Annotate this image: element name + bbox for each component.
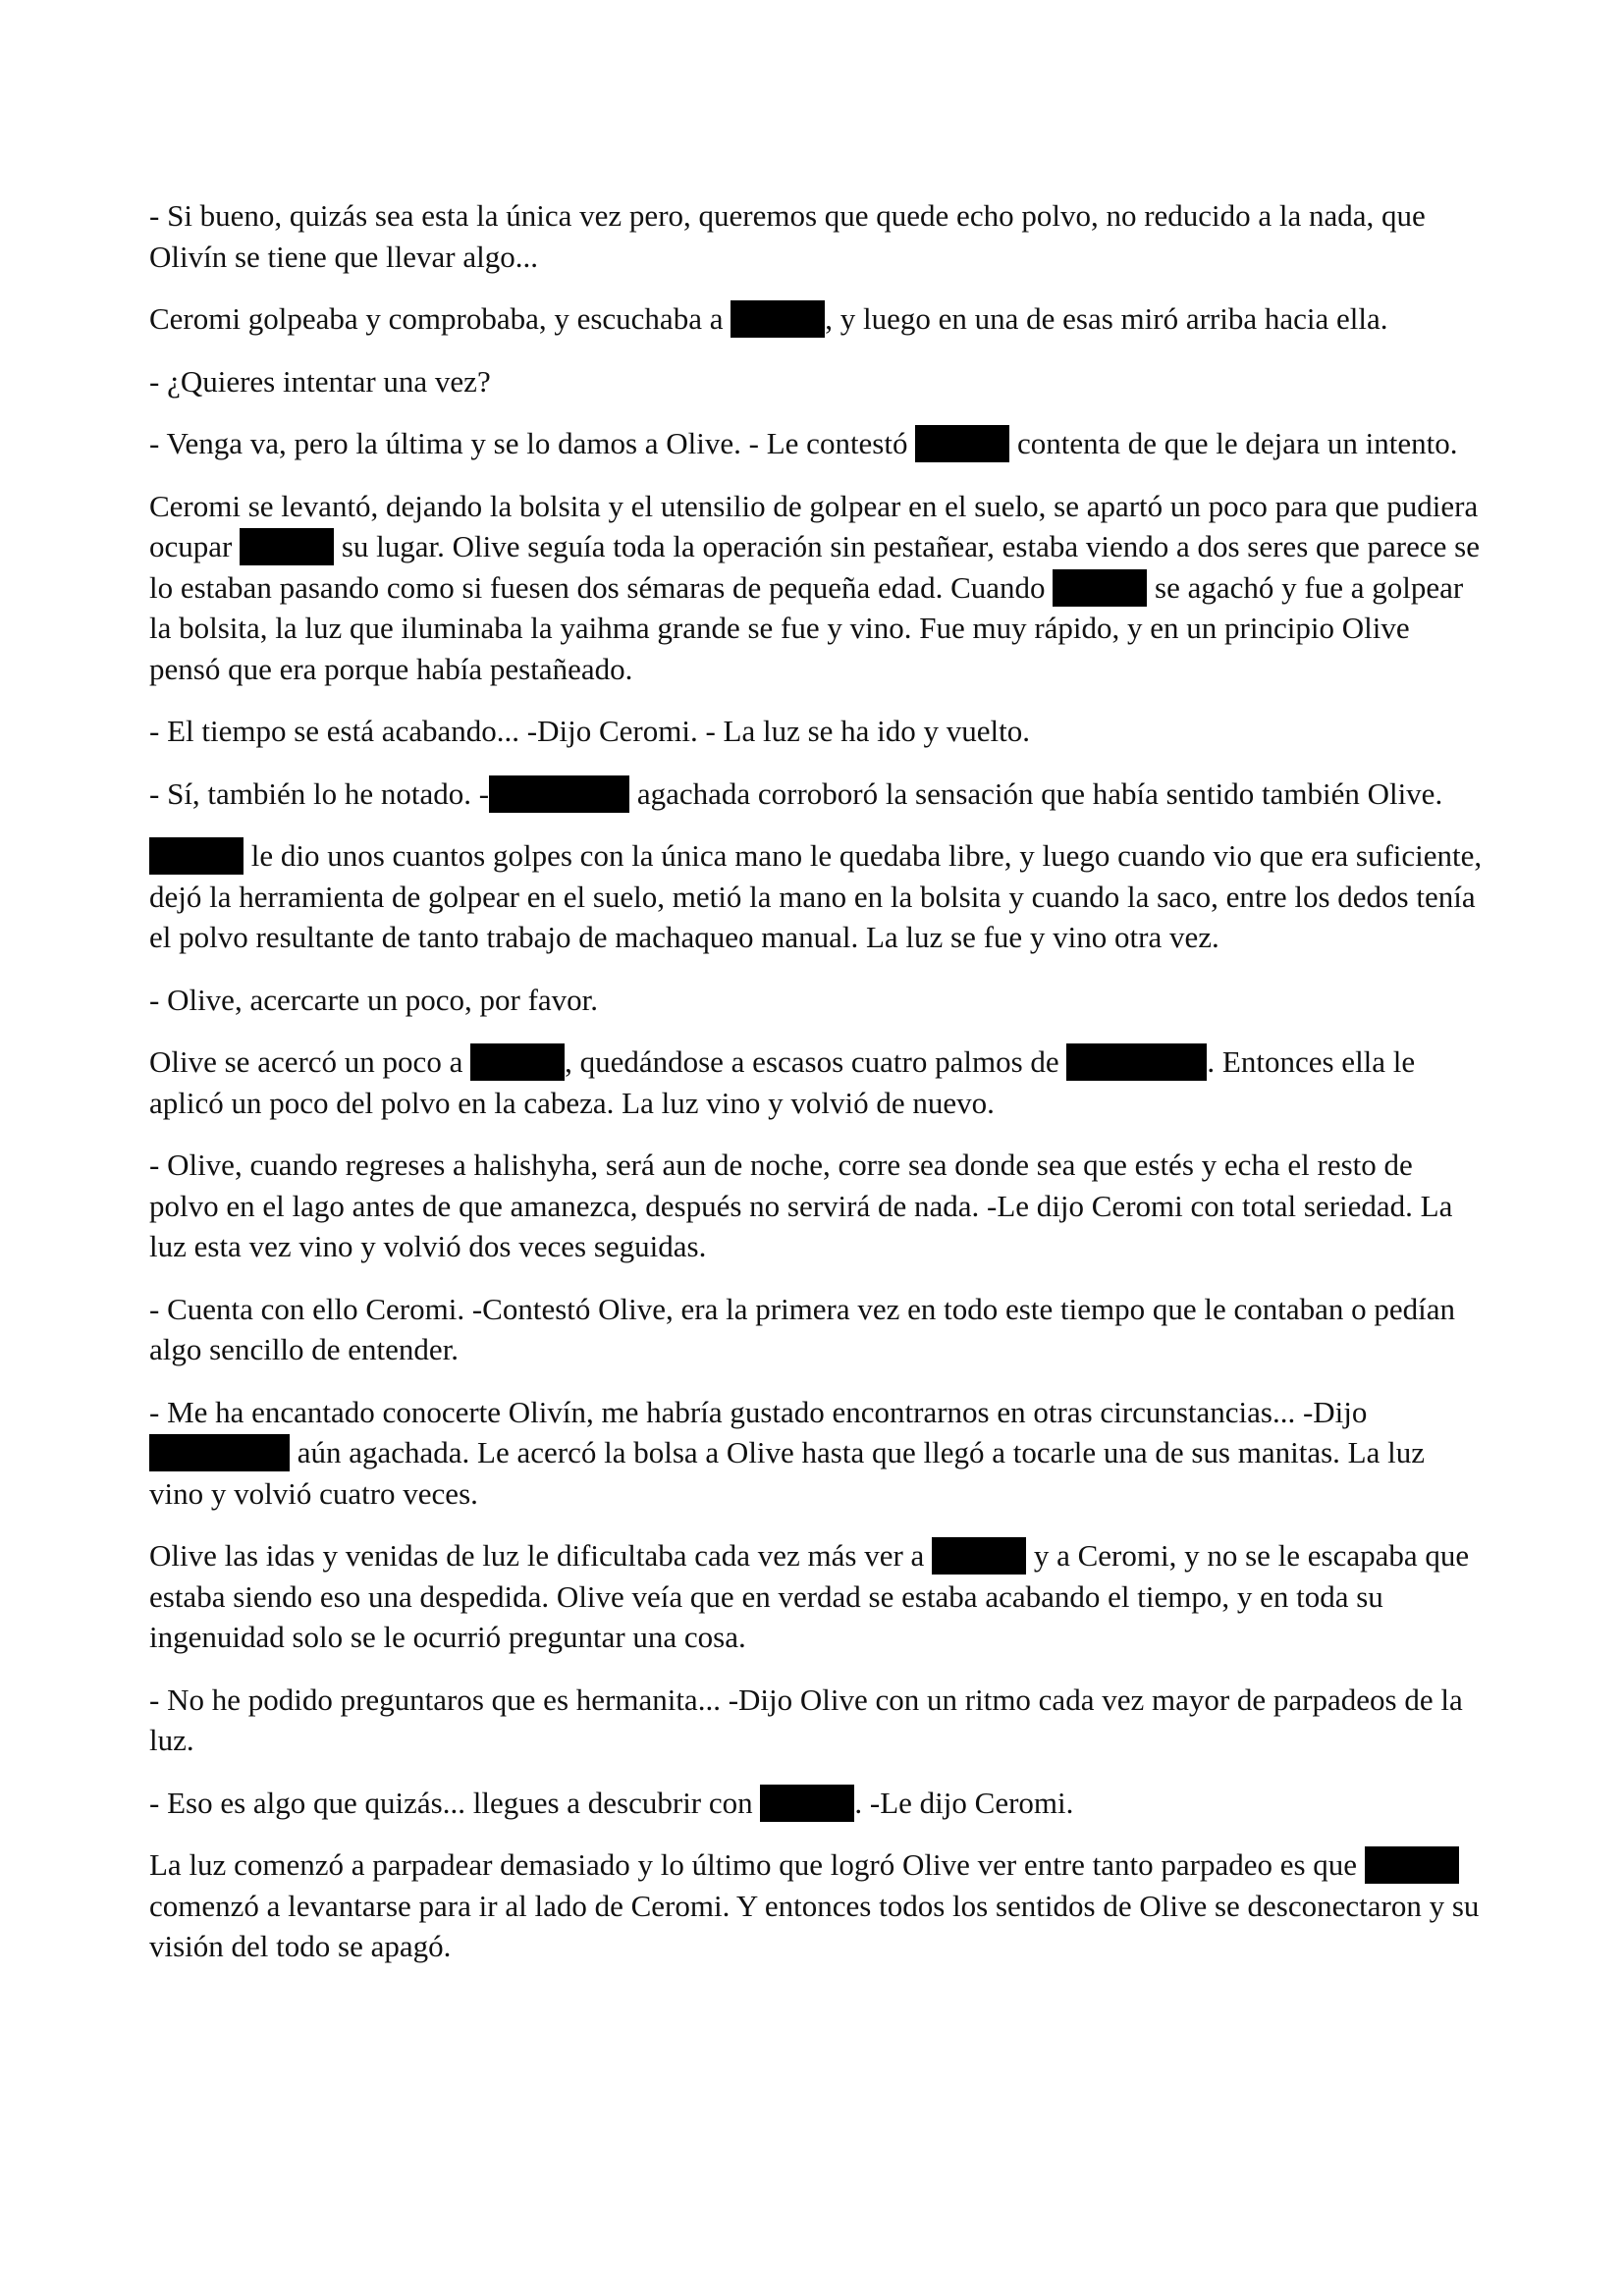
paragraph [149,711,1485,752]
redaction-box [470,1043,565,1081]
text-segment: - Sí, también lo he notado. - [149,775,490,811]
redaction-box [149,1434,290,1471]
paragraph [149,1145,1485,1267]
text-segment: Olive se acercó un poco a [149,1044,471,1079]
text-segment: su lugar. Olive seguía toda la operación sin pestañear, estaba viendo a dos seres que parece se lo estaban pasando como si fuesen dos sémaras de pequeña edad. Cuando [149,529,1480,605]
text-segment: - Cuenta con ello Ceromi. -Contestó Olive, era la primera vez en todo este tiempo que le contaban o pedían algo sencillo de entender. [149,1291,1455,1366]
paragraph [149,1844,1485,1967]
text-segment: La luz comenzó a parpadear demasiado y lo último que logró Olive ver entre tanto parpadeo es que [149,1847,1365,1882]
redaction-box [760,1785,854,1822]
text-segment: . -Le dijo Ceromi. [854,1785,1074,1820]
paragraph [149,423,1485,464]
text-segment: Ceromi se levantó, dejando la bolsita y el utensilio de golpear en el suelo, se apartó un poco para que pudiera ocupar [149,488,1479,563]
redaction-box [915,425,1009,462]
paragraph [149,1392,1485,1515]
paragraph [149,298,1485,340]
paragraph [149,980,1485,1021]
paragraph [149,361,1485,402]
paragraph [149,1680,1485,1761]
text-segment: - El tiempo se está acabando... -Dijo Ceromi. - La luz se ha ido y vuelto. [149,714,1031,748]
paragraph [149,1041,1485,1123]
redaction-box [932,1537,1026,1575]
redaction-box [489,775,629,813]
redaction-box [240,528,334,565]
paragraph [149,486,1485,690]
redaction-box [1066,1043,1207,1081]
redaction-box [1053,569,1147,607]
paragraph [149,774,1485,815]
text-segment: comenzó a levantarse para ir al lado de Ceromi. Y entonces todos los sentidos de Olive se desconectaron y su visión del todo se apagó. [149,1888,1480,1963]
text-segment: agachada corroboró la sensación que había sentido también Olive. [629,775,1443,811]
text-segment: - Me ha encantado conocerte Olivín, me habría gustado encontrarnos en otras circunstancias... -Dijo [149,1394,1368,1429]
text-segment: - ¿Quieres intentar una vez? [149,363,491,399]
text-segment: contenta de que le dejara un intento. [1009,426,1458,460]
text-segment: y a Ceromi, y no se le escapaba que estaba siendo eso una despedida. Olive veía que en verdad se estaba acabando el tiempo, y en toda su ingenuidad solo se le ocurrió preguntar una cosa. [149,1538,1470,1654]
text-segment: Olive las idas y venidas de luz le dificultaba cada vez más ver a [149,1538,933,1573]
text-segment: - Venga va, pero la última y se lo damos a Olive. - Le contestó [149,426,916,460]
document-page [149,195,1485,1989]
paragraph [149,1535,1485,1658]
text-segment: le dio unos cuantos golpes con la única mano le quedaba libre, y luego cuando vio que era suficiente, dejó la herramienta de golpear en el suelo, metió la mano en la bolsita y cuando la saco, entre los dedos tenía el polvo resultante de tanto trabajo de machaqueo manual. La luz se fue y vino otra vez. [149,838,1483,954]
text-segment: - No he podido preguntaros que es hermanita... -Dijo Olive con un ritmo cada vez mayor de parpadeos de la luz. [149,1682,1463,1757]
paragraph [149,1783,1485,1824]
redaction-box [149,837,244,875]
text-segment: , y luego en una de esas miró arriba hacia ella. [825,301,1388,336]
paragraph [149,835,1485,958]
text-segment: se agachó y fue a golpear la bolsita, la luz que iluminaba la yaihma grande se fue y vino. Fue muy rápido, y en un principio Olive pensó que era porque había pestañeado. [149,569,1464,686]
text-segment: - Eso es algo que quizás... llegues a descubrir con [149,1785,761,1820]
text-segment: - Olive, cuando regreses a halishyha, será aun de noche, corre sea donde sea que estés y echa el resto de polvo en el lago antes de que amanezca, después no servirá de nada. -Le dijo Ceromi con total seriedad. La luz esta vez vino y volvió dos veces seguidas. [149,1148,1453,1263]
paragraph [149,195,1485,277]
text-segment: aún agachada. Le acercó la bolsa a Olive hasta que llegó a tocarle una de sus manitas. La luz vino y volvió cuatro veces. [149,1435,1425,1511]
text-segment: - Olive, acercarte un poco, por favor. [149,982,599,1017]
redaction-box [731,300,825,338]
text-segment: Ceromi golpeaba y comprobaba, y escuchaba a [149,301,731,336]
text-segment: - Si bueno, quizás sea esta la única vez pero, queremos que quede echo polvo, no reducido a la nada, que Olivín se tiene que llevar algo... [149,198,1426,274]
redaction-box [1365,1846,1459,1884]
text-segment: . Entonces ella le aplicó un poco del polvo en la cabeza. La luz vino y volvió de nuevo. [149,1044,1416,1120]
text-segment: , quedándose a escasos cuatro palmos de [565,1044,1067,1079]
paragraph [149,1289,1485,1370]
